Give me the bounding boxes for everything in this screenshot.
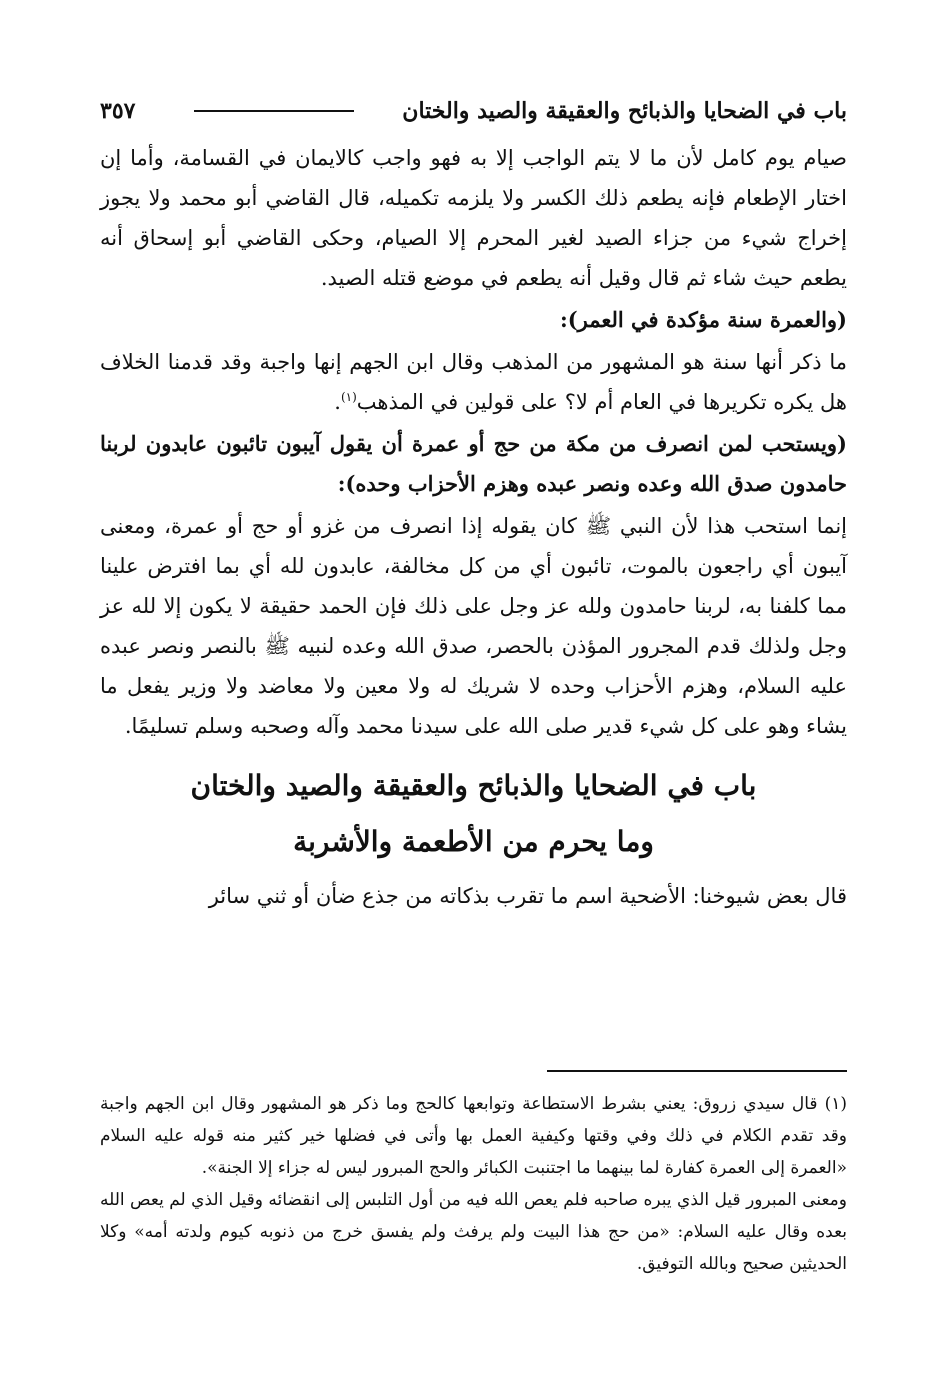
paragraph-4-heading: (ويستحب لمن انصرف من مكة من حج أو عمرة أن يقول آيبون تائبون عابدون لربنا حامدون صدق الله وعده ونصر عبده وهزم الأحزاب وحده): [100,431,847,496]
footnotes [100,1088,847,1280]
footnote-1-continued: ومعنى المبرور قيل الذي يبره صاحبه فلم يعص الله فيه من أول التلبس إلى انقضائه وقيل الذي لم يعص الله بعده وقال عليه السلام: «من حج هذا البيت ولم يرفث ولم يفسق خرج من ذنوبه كيوم ولدته أمه» وكلا الحديثين صحيح وبالله التوفيق. [100,1190,847,1274]
paragraph-3 [100,342,847,422]
chapter-title: باب في الضحايا والذبائح والعقيقة والصيد والختان [190,769,757,802]
footnote-reference[interactable]: (١) [340,390,357,404]
paragraph-3-text: ما ذكر أنها سنة هو المشهور من المذهب وقال ابن الجهم إنها واجبة وقد قدمنا الخلاف هل يكره تكريرها في العام أم لا؟ على قولين في المذهب [100,350,847,414]
paragraph-1: صيام يوم كامل لأن ما لا يتم الواجب إلا به فهو واجب كالايمان في القسامة، وأما إن اختار الإطعام فإنه يطعم ذلك الكسر ولا يلزمه تكميله، قال القاضي أبو محمد ولا يجوز إخراج شيء من جزاء الصيد لغير المحرم إلا الصيام، وحكى القاضي أبو إسحاق أنه يطعم حيث شاء ثم قال وقيل أنه يطعم في موضع قتله الصيد. [100,146,847,290]
paragraph-5: إنما استحب هذا لأن النبي ﷺ كان يقوله إذا انصرف من غزو أو حج أو عمرة، ومعنى آيبون أي راجعون بالموت، تائبون أي من كل مخالفة، عابدون لله أي بما افترض علينا مما كلفنا به، لربنا حامدون ولله عز وجل على ذلك فإن الحمد حقيقة لا يكون إلا لله عز وجل ولذلك قدم المجرور المؤذن بالحصر، صدق الله وعده لنبيه ﷺ بالنصر ونصر عبده عليه السلام، وهزم الأحزاب وحده لا شريك له ولا معين ولا معاضد ولا وزير يفعل ما يشاء وهو على كل شيء قدير صلى الله على سيدنا محمد وآله وصحبه وسلم تسليمًا. [100,514,847,738]
chapter-paragraph-1: قال بعض شيوخنا: الأضحية اسم ما تقرب بذكاته من جذع ضأن أو ثني سائر [208,884,847,908]
footnote-rule [547,1070,847,1072]
paragraph-2-heading: (والعمرة سنة مؤكدة في العمر): [559,307,847,332]
footnote-1: (١) قال سيدي زروق: يعني بشرط الاستطاعة وتوابعها كالحج وما ذكر هو المشهور وقال ابن الجهم واجبة وقد تقدم الكلام في ذلك وفي وقتها وكيفية العمل بها وأتى في فضلها خير كثير منه قوله عليه السلام «العمرة إلى العمرة كفارة لما بينهما ما اجتنبت الكبائر والحج المبرور ليس له جزاء إلا الجنة». [100,1094,847,1178]
running-title: باب في الضحايا والذبائح والعقيقة والصيد والختان [402,98,847,124]
running-header [100,88,847,134]
body-text [100,138,847,746]
header-rule [194,110,354,112]
paragraph-3-end: . [334,390,341,414]
page-number: ٣٥٧ [100,98,136,124]
chapter-subtitle: وما يحرم من الأطعمة والأشربة [293,825,654,858]
